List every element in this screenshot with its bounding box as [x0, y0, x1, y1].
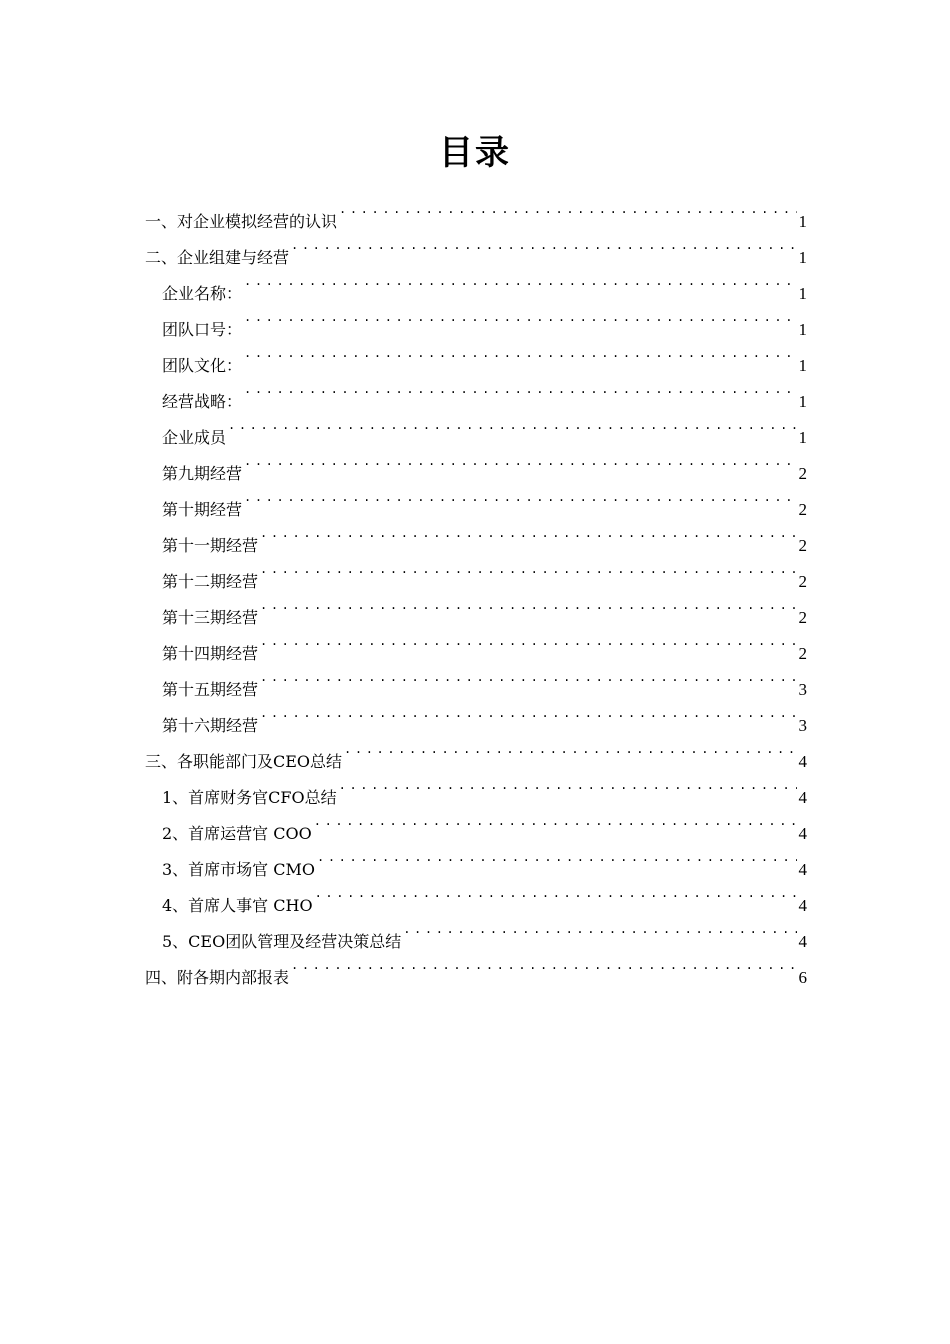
toc-entry-label: 第十期经营 — [162, 500, 243, 519]
toc-entry-label: 第九期经营 — [162, 464, 243, 483]
toc-dot-leader — [317, 839, 796, 875]
toc-dot-leader — [260, 623, 796, 659]
toc-entry-label: 三、各职能部门及CEO总结 — [145, 752, 343, 771]
toc-entry-label: 企业成员 — [162, 428, 227, 447]
toc-dot-leader — [315, 875, 797, 911]
toc-dot-leader — [260, 695, 796, 731]
toc-entry[interactable] — [145, 263, 807, 303]
toc-dot-leader — [244, 263, 796, 299]
toc-entry-label: 第十五期经营 — [162, 680, 259, 699]
toc-entry[interactable] — [145, 515, 807, 555]
toc-entry-page-number: 4 — [798, 860, 807, 879]
toc-entry-page-number: 2 — [798, 464, 807, 483]
toc-entry-page-number: 1 — [798, 428, 807, 447]
toc-dot-leader — [244, 335, 796, 371]
toc-dot-leader — [403, 911, 796, 947]
toc-entry[interactable] — [145, 479, 807, 519]
toc-entry-label: 第十四期经营 — [162, 644, 259, 663]
toc-entry-page-number: 2 — [798, 500, 807, 519]
toc-entry-page-number: 1 — [798, 212, 807, 231]
toc-dot-leader — [244, 443, 796, 479]
toc-entry-page-number: 3 — [798, 716, 807, 735]
toc-entry-label: 一、对企业模拟经营的认识 — [145, 212, 338, 231]
toc-dot-leader — [291, 947, 796, 983]
toc-entry-page-number: 1 — [798, 320, 807, 339]
toc-entry-page-number: 6 — [798, 968, 807, 987]
toc-dot-leader — [260, 587, 796, 623]
toc-dot-leader — [244, 479, 796, 515]
toc-dot-leader — [260, 515, 796, 551]
toc-entry-label: 企业名称： — [162, 284, 243, 303]
toc-entry-page-number: 2 — [798, 644, 807, 663]
toc-entry-label: 5、CEO团队管理及经营决策总结 — [162, 932, 402, 951]
toc-entry-label: 第十二期经营 — [162, 572, 259, 591]
toc-entry-page-number: 1 — [798, 248, 807, 267]
toc-entry-label: 第十六期经营 — [162, 716, 259, 735]
toc-entry-page-number: 2 — [798, 572, 807, 591]
toc-entry-page-number: 3 — [798, 680, 807, 699]
toc-entry-page-number: 1 — [798, 356, 807, 375]
toc-entry[interactable] — [145, 335, 807, 375]
toc-entry-page-number: 4 — [798, 788, 807, 807]
toc-entry-page-number: 4 — [798, 896, 807, 915]
page-title: 目录 — [439, 133, 511, 173]
toc-entry[interactable] — [145, 299, 807, 339]
toc-entry[interactable] — [145, 443, 807, 483]
toc-entry-page-number: 4 — [798, 824, 807, 843]
toc-entry-label: 二、企业组建与经营 — [145, 248, 290, 267]
toc-entry-page-number: 2 — [798, 536, 807, 555]
toc-entry[interactable] — [145, 191, 807, 231]
toc-entry-page-number: 1 — [798, 392, 807, 411]
toc-entry-label: 经营战略： — [162, 392, 243, 411]
toc-entry[interactable] — [145, 371, 807, 411]
toc-dot-leader — [244, 371, 796, 407]
toc-dot-leader — [244, 299, 796, 335]
toc-dot-leader — [344, 731, 796, 767]
toc-dot-leader — [339, 767, 797, 803]
toc-entry-label: 第十三期经营 — [162, 608, 259, 627]
toc-entry-page-number: 4 — [798, 932, 807, 951]
toc-entry-label: 团队口号： — [162, 320, 243, 339]
toc-dot-leader — [260, 551, 796, 587]
table-of-contents — [145, 191, 807, 987]
toc-entry-page-number: 2 — [798, 608, 807, 627]
toc-dot-leader — [260, 659, 796, 695]
toc-dot-leader — [339, 191, 796, 227]
toc-entry-label: 四、附各期内部报表 — [145, 968, 290, 987]
toc-entry-label: 2、首席运营官 COO — [162, 824, 312, 843]
toc-dot-leader — [291, 227, 796, 263]
toc-entry-label: 团队文化： — [162, 356, 243, 375]
toc-entry-label: 4、首席人事官 CHO — [162, 896, 313, 915]
toc-dot-leader — [228, 407, 796, 443]
toc-entry[interactable] — [145, 407, 807, 447]
toc-entry-page-number: 1 — [798, 284, 807, 303]
toc-dot-leader — [314, 803, 797, 839]
toc-entry-label: 1、首席财务官CFO总结 — [162, 788, 337, 807]
toc-entry-page-number: 4 — [798, 752, 807, 771]
toc-entry-label: 第十一期经营 — [162, 536, 259, 555]
toc-entry-label: 3、首席市场官 CMO — [162, 860, 316, 879]
